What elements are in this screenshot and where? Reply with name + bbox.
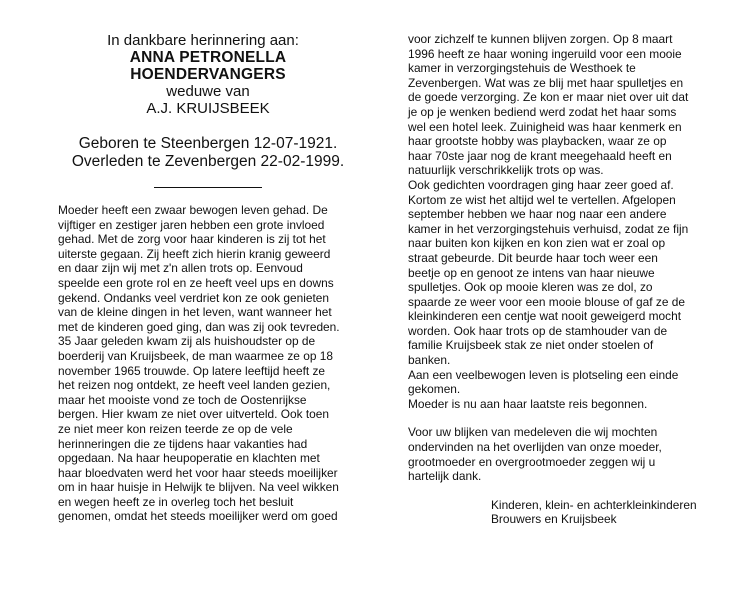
signature-line: Brouwers en Kruijsbeek [491, 512, 617, 527]
intro-line: In dankbare herinnering aan: [107, 32, 299, 49]
text-line: Zevenbergen. Wat was ze blij met haar spulletjes en [408, 75, 684, 90]
text-line: voor zichzelf te kunnen blijven zorgen. Op 8 maart [408, 32, 673, 46]
text-line: beetje op en genoot ze intens van haar nieuwe [408, 265, 655, 280]
text-line: gekend. Ondanks veel verdriet kon ze ook genieten [58, 290, 330, 305]
text-line: familie Kruijsbeek stak ze niet onder stoelen of [408, 338, 654, 353]
text-line: vijftiger en zestiger jaren hebben een grote invloed [58, 217, 325, 232]
thanks-line: ondervinden na het overlijden van onze moeder, [408, 440, 662, 455]
thanks-line: grootmoeder en overgrootmoeder zeggen wij u [408, 454, 656, 469]
text-line: de goede verzorging. Ze kon er maar niet over uit dat [408, 90, 689, 105]
life-story-part-2 [408, 32, 713, 411]
text-line: gehad. Met de zorg voor haar kinderen is zij tot het [58, 232, 326, 247]
surname: HOENDERVANGERS [130, 66, 286, 83]
birth-line: Geboren te Steenbergen 12-07-1921. [78, 135, 338, 152]
text-line: kamer in het verzorgingstehuis verhuisd, zodat ze fijn [408, 221, 689, 236]
name-block [58, 49, 358, 171]
text-line: kamer in verzorgingstehuis de Westhoek te [408, 61, 636, 76]
text-line: kleinkinderen een centje wat nooit geweigerd mocht [408, 309, 681, 324]
text-line: opgedaan. Na haar heupoperatie en klachten met [58, 451, 320, 466]
text-line: 1996 heeft ze haar woning ingeruild voor een mooie [408, 46, 682, 61]
text-line: september hebben we haar nog naar een andere [408, 207, 667, 222]
text-line: wel een hotel leek. Zuinigheid was haar kenmerk en [408, 119, 682, 134]
text-line: boerderij van Kruijsbeek, de man waarmee ze op 18 [58, 348, 333, 363]
divider-rule [154, 187, 262, 188]
text-line: ze niet meer kon reizen teerde ze op de vele [58, 421, 293, 436]
text-line: het reizen nog ontdekt, ze heeft veel landen gezien, [58, 378, 331, 393]
thanks-line: hartelijk dank. [408, 469, 482, 484]
husband-name: A.J. KRUIJSBEEK [146, 100, 270, 117]
text-line: Moeder heeft een zwaar bewogen leven gehad. De [58, 203, 328, 217]
right-column [408, 32, 713, 527]
text-line: haar grootste hobby was playbacken, waar ze op [408, 134, 667, 149]
signature-line: Kinderen, klein- en achterkleinkinderen [491, 497, 697, 512]
text-line: Aan een veelbewogen leven is plotseling een einde [408, 367, 679, 382]
text-line: maar het mooiste vond ze toch de Oostenrijkse [58, 392, 307, 407]
text-line: banken. [408, 353, 451, 368]
widow-of-label: weduwe van [166, 83, 250, 100]
text-line: speelde een grote rol en ze heeft veel ups en downs [58, 275, 334, 290]
text-line: en daar zijn wij met z'n allen trots op. Eenvoud [58, 261, 303, 276]
text-line: Kortom ze wist het altijd wel te vertellen. Afgelopen [408, 192, 676, 207]
life-story-part-1 [58, 203, 358, 524]
text-line: natuurlijk verschrikkelijk trots op was. [408, 163, 604, 178]
text-line: 35 Jaar geleden kwam zij als huishoudster op de [58, 334, 316, 349]
text-line: herinneringen die ze tijdens haar vakanties had [58, 436, 308, 451]
thank-you-note [408, 425, 713, 483]
left-column [58, 32, 358, 524]
text-line: naar buiten kon kijken en kon zien wat er zoal op [408, 236, 666, 251]
death-line: Overleden te Zevenbergen 22-02-1999. [71, 153, 345, 170]
first-names: ANNA PETRONELLA [129, 49, 287, 66]
text-line: november 1965 trouwde. Op latere leeftijd heeft ze [58, 363, 326, 378]
text-line: spaarde ze weer voor een mooie blouse of gaf ze de [408, 294, 685, 309]
text-line: genomen, omdat het steeds moeilijker werd om goed [58, 509, 338, 524]
text-line: je op je wenken bediend werd zodat het haar soms [408, 104, 677, 119]
text-line: Ook gedichten voordragen ging haar zeer goed af. [408, 177, 674, 192]
text-line: Moeder is nu aan haar laatste reis begonnen. [408, 396, 648, 411]
text-line: bergen. Hier kwam ze niet over uitverteld. Ook toen [58, 407, 329, 422]
text-line: om in haar huisje in Helwijk te blijven. Na veel wikken [58, 480, 339, 495]
text-line: haar bloedvaten werd het voor haar steeds moeilijker [58, 465, 338, 480]
text-line: spulletjes. Ook op mooie kleren was ze dol, zo [408, 280, 653, 295]
text-line: worden. Ook haar trots op de stamhouder van de [408, 323, 668, 338]
text-line: uiterste gegaan. Zij heeft zich hierin kranig geweerd [58, 246, 331, 261]
text-line: gekomen. [408, 382, 461, 397]
thanks-line: Voor uw blijken van medeleven die wij mochten [408, 425, 658, 440]
text-line: en wegen heeft ze in overleg toch het besluit [58, 494, 294, 509]
text-line: haar 70ste jaar nog de krant meegehaald heeft en [408, 148, 672, 163]
signature [408, 498, 713, 527]
text-line: van de kleine dingen in het leven, want wanneer het [58, 305, 332, 320]
text-line: straat gebeurde. Dit beurde haar toch weer een [408, 250, 658, 265]
text-line: met de kinderen goed ging, dan was zij ook tevreden. [58, 319, 340, 334]
